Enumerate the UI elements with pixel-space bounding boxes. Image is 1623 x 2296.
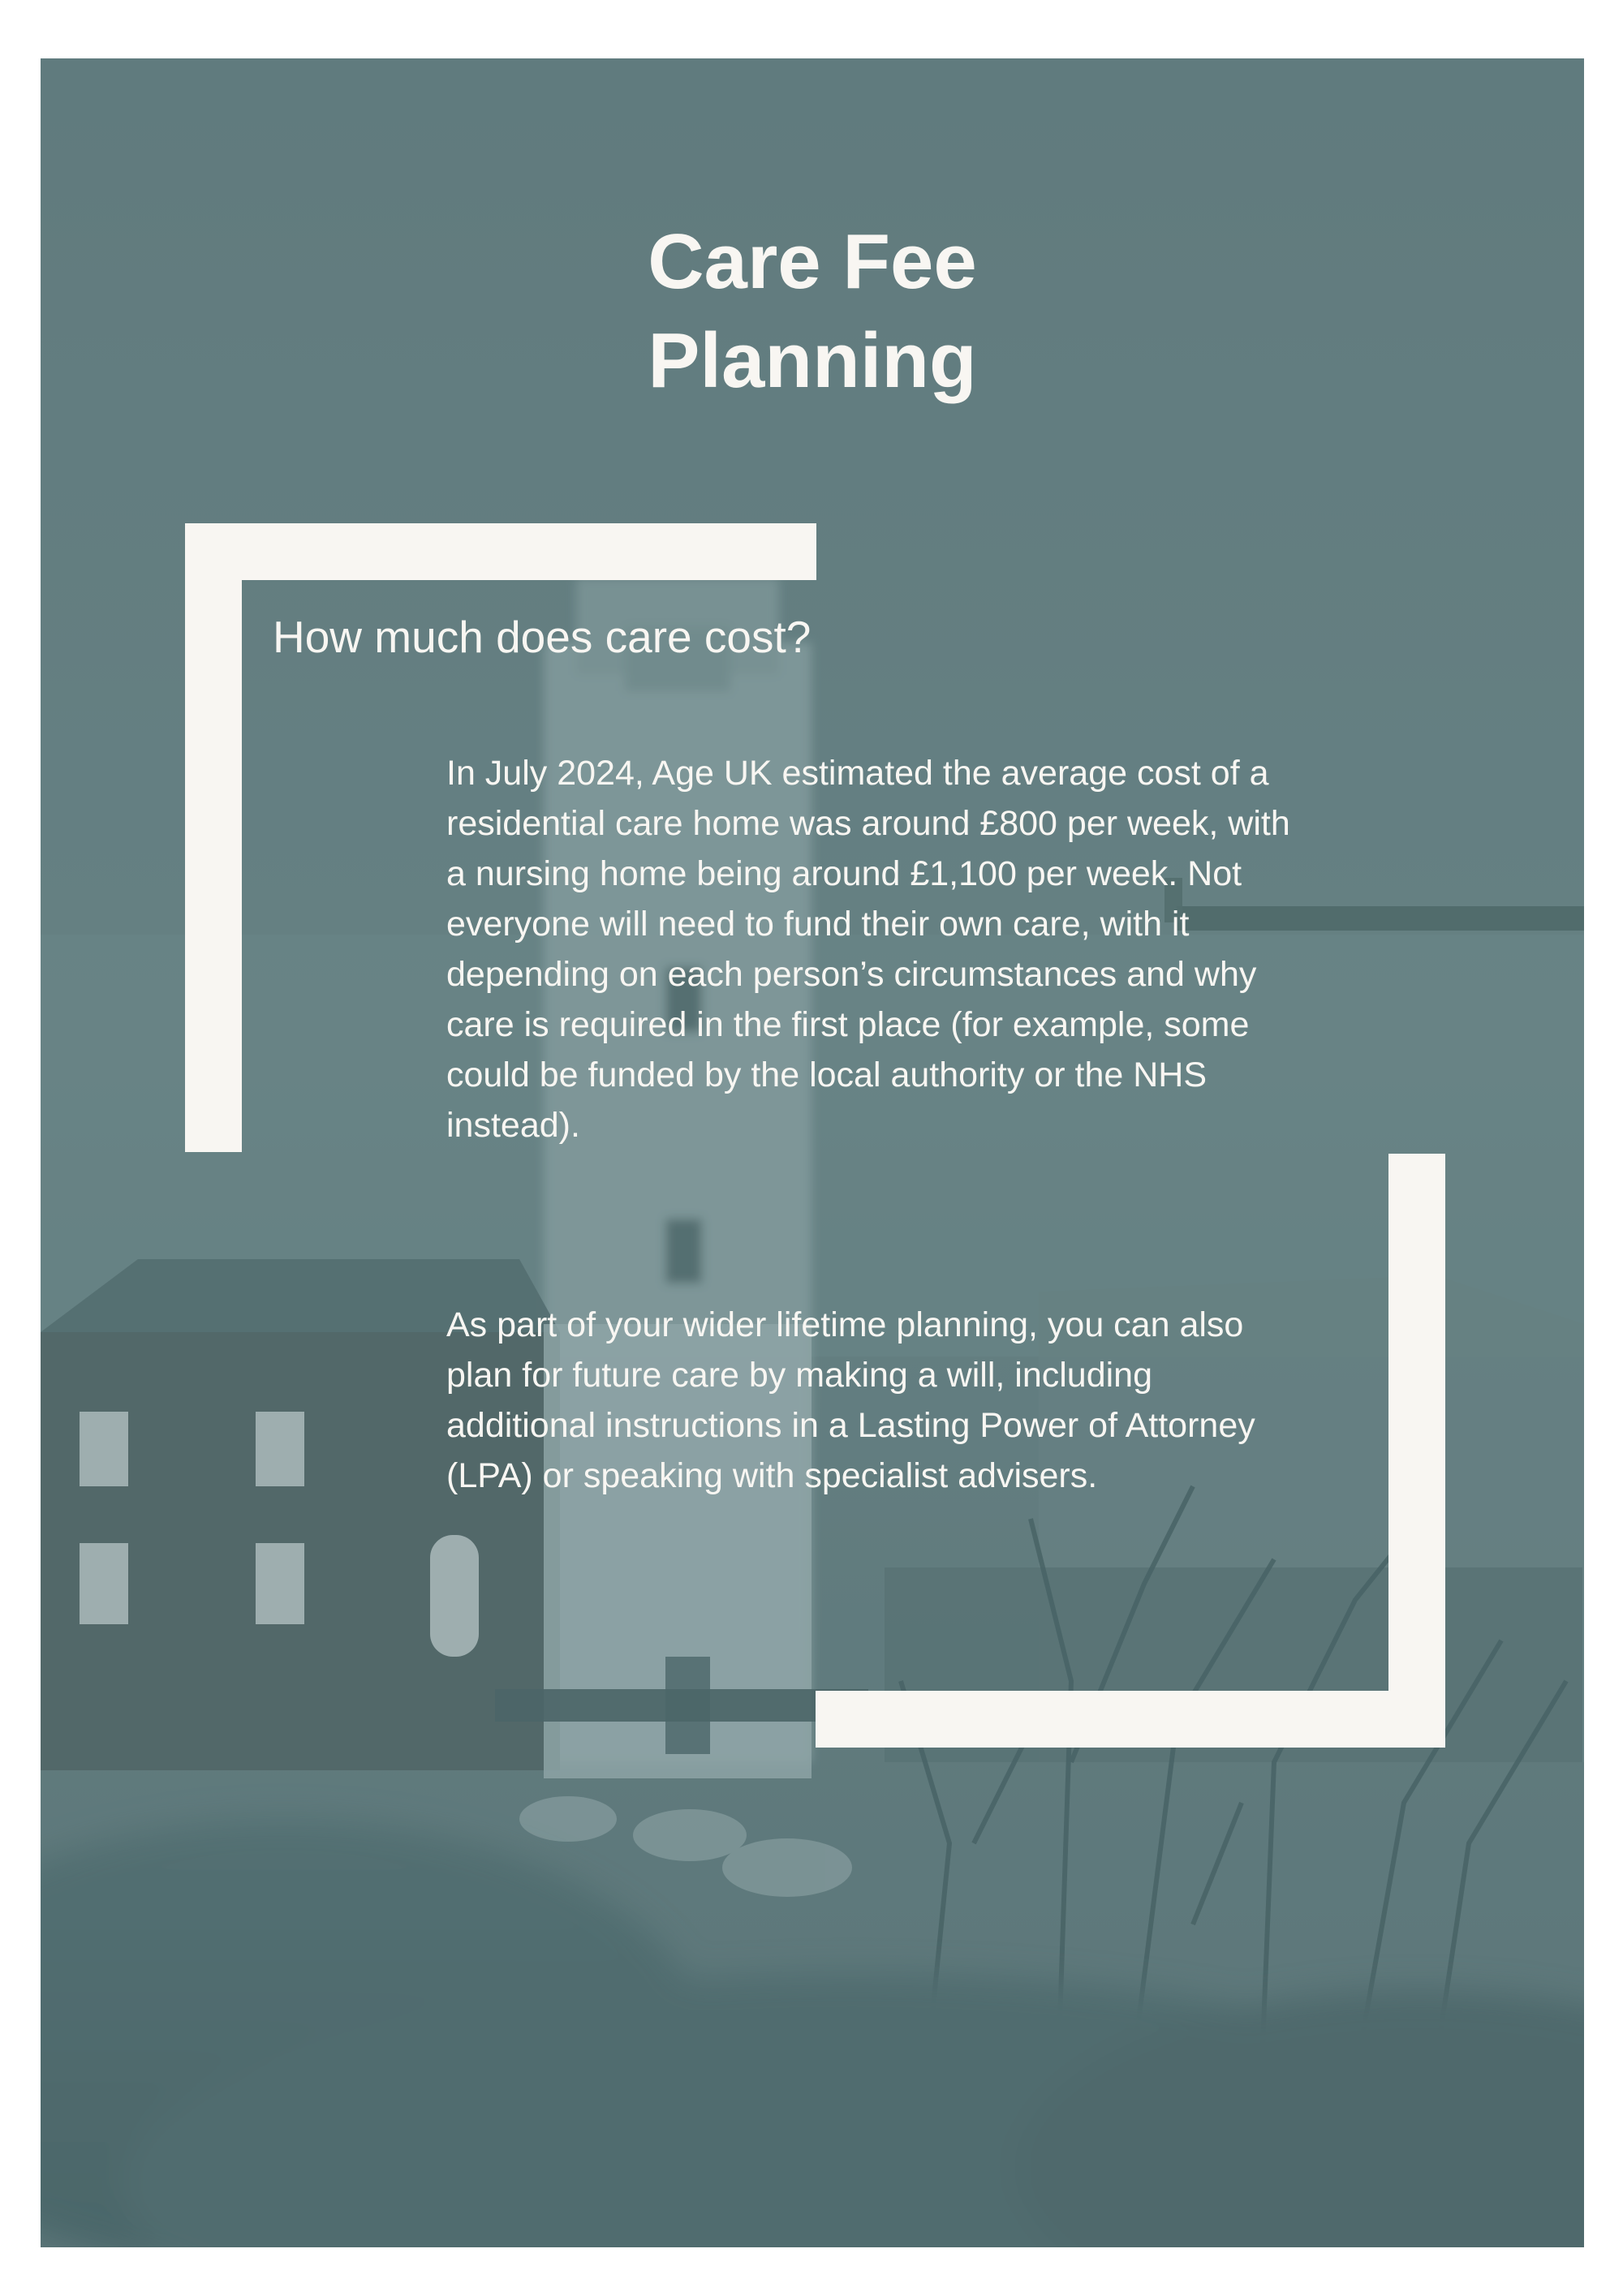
- bracket-top-left-vertical: [185, 523, 242, 1152]
- bracket-top-left-horizontal: [185, 523, 816, 580]
- hero-photo-background: [41, 58, 1584, 2247]
- title-line-2: Planning: [648, 317, 977, 404]
- page-title: [41, 213, 1584, 411]
- body-paragraph-1: In July 2024, Age UK estimated the average cost of a residential care home was around £800 per week, with a nursing home being around £1,100 per week. Not everyone will need to fund their own care, with it depending on each person’s circumstances and why care is required in the first place (for example, some could be funded by the local authority or the NHS instead).: [446, 754, 1290, 1145]
- body-paragraph-2: As part of your wider lifetime planning, you can also plan for future care by making a will, including additional instructions in a Lasting Power of Attorney (LPA) or speaking with specialist advisers.: [446, 1305, 1255, 1495]
- bracket-bottom-right-horizontal: [816, 1691, 1445, 1748]
- bracket-bottom-right-vertical: [1388, 1154, 1445, 1748]
- section-heading: How much does care cost?: [273, 612, 812, 662]
- title-line-1: Care Fee: [648, 218, 977, 305]
